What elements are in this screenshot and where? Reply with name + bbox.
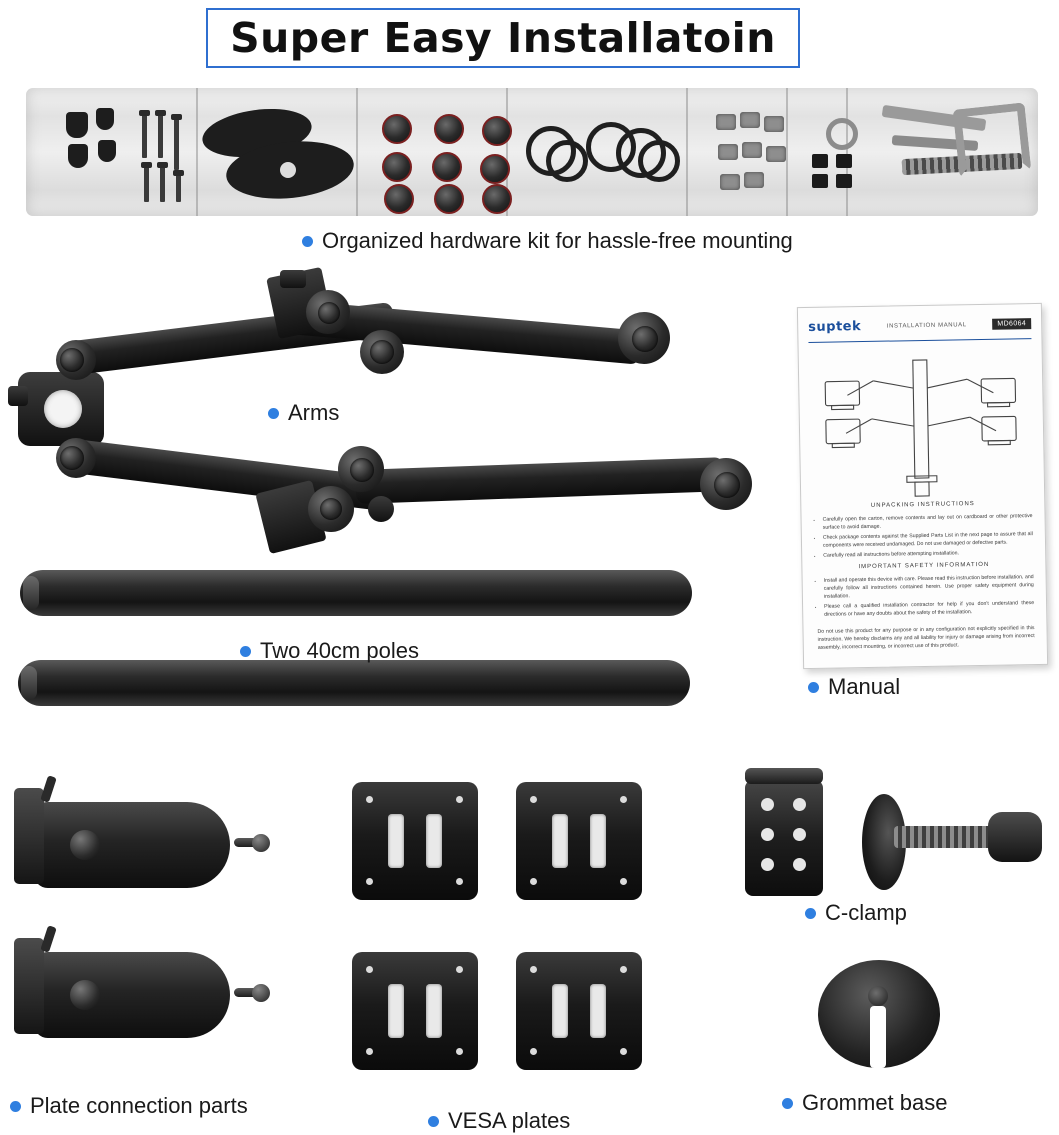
caption-vesa-plates	[428, 1108, 570, 1134]
caption-text: Organized hardware kit for hassle-free mounting	[322, 228, 793, 253]
manual-item: • Install and operate this device with care. Please read this instruction before installation, and carefully follow all instructions contained herein. Use proper safety equipment during installation.	[824, 573, 1034, 601]
caption-text: Two 40cm poles	[260, 638, 419, 663]
bullet-icon	[10, 1101, 21, 1112]
manual-disclaimer: Do not use this product for any purpose or in any configuration not explicitly specified in this instruction. We hereby disclaims any and all liability for injury or damage arising from incorrect assembly, incorrect mounting, or incorrect use of this product.	[817, 625, 1035, 651]
manual-section-2-body	[817, 573, 1035, 621]
caption-text: Plate connection parts	[30, 1093, 248, 1118]
caption-c-clamp	[805, 900, 907, 926]
grommet-base	[818, 960, 940, 1068]
manual-item: • Please call a qualified installation contractor for help if you don't understand these directions or have any doubts about the safety of the installation.	[824, 599, 1034, 619]
arm-lower-segment-a	[355, 457, 724, 504]
bullet-icon	[428, 1116, 439, 1127]
caption-hardware-kit	[302, 228, 793, 254]
bullet-icon	[240, 646, 251, 657]
caption-text: Grommet base	[802, 1090, 948, 1115]
vesa-plate-4	[516, 952, 642, 1070]
bullet-icon	[808, 682, 819, 693]
manual-brand: suptek	[808, 319, 862, 335]
vesa-plate-1	[352, 782, 478, 900]
pole-2	[18, 660, 690, 706]
bullet-icon	[268, 408, 279, 419]
caption-text: Arms	[288, 400, 340, 425]
manual-model: MD6064	[992, 318, 1031, 330]
caption-grommet-base	[782, 1090, 948, 1116]
caption-arms	[268, 400, 339, 426]
caption-plate-connection	[10, 1093, 248, 1119]
installation-manual	[797, 303, 1048, 669]
c-clamp-block	[745, 780, 823, 896]
c-clamp-screw	[862, 790, 1042, 900]
manual-section-1: UNPACKING INSTRUCTIONS	[870, 501, 975, 509]
plate-connection-part-2	[10, 930, 260, 1060]
title-banner	[206, 8, 800, 68]
caption-manual	[808, 674, 900, 700]
arm-collar	[18, 372, 104, 446]
hardware-kit-bag	[26, 88, 1038, 216]
vesa-plate-2	[516, 782, 642, 900]
bullet-icon	[302, 236, 313, 247]
vesa-plate-3	[352, 952, 478, 1070]
manual-figure	[817, 352, 1026, 502]
bullet-icon	[782, 1098, 793, 1109]
caption-text: C-clamp	[825, 900, 907, 925]
caption-poles	[240, 638, 419, 664]
page-title: Super Easy Installatoin	[230, 14, 776, 62]
manual-header-title: INSTALLATION MANUAL	[886, 321, 967, 330]
manual-item: • Check package contents against the Supplied Parts List in the next page to assure that all components were received undamaged. Do not use damaged or defective parts.	[823, 530, 1033, 550]
manual-section-2: IMPORTANT SAFETY INFORMATION	[858, 561, 990, 571]
bullet-icon	[805, 908, 816, 919]
caption-text: VESA plates	[448, 1108, 571, 1133]
manual-item: • Carefully open the carton, remove contents and lay out on cardboard or other protective surface to avoid damage.	[823, 512, 1033, 532]
plate-connection-part-1	[10, 780, 260, 910]
manual-item: • Carefully read all instructions before attempting installation.	[823, 548, 1033, 560]
caption-text: Manual	[828, 674, 901, 699]
manual-section-1-body	[816, 512, 1034, 562]
pole-1	[20, 570, 692, 616]
